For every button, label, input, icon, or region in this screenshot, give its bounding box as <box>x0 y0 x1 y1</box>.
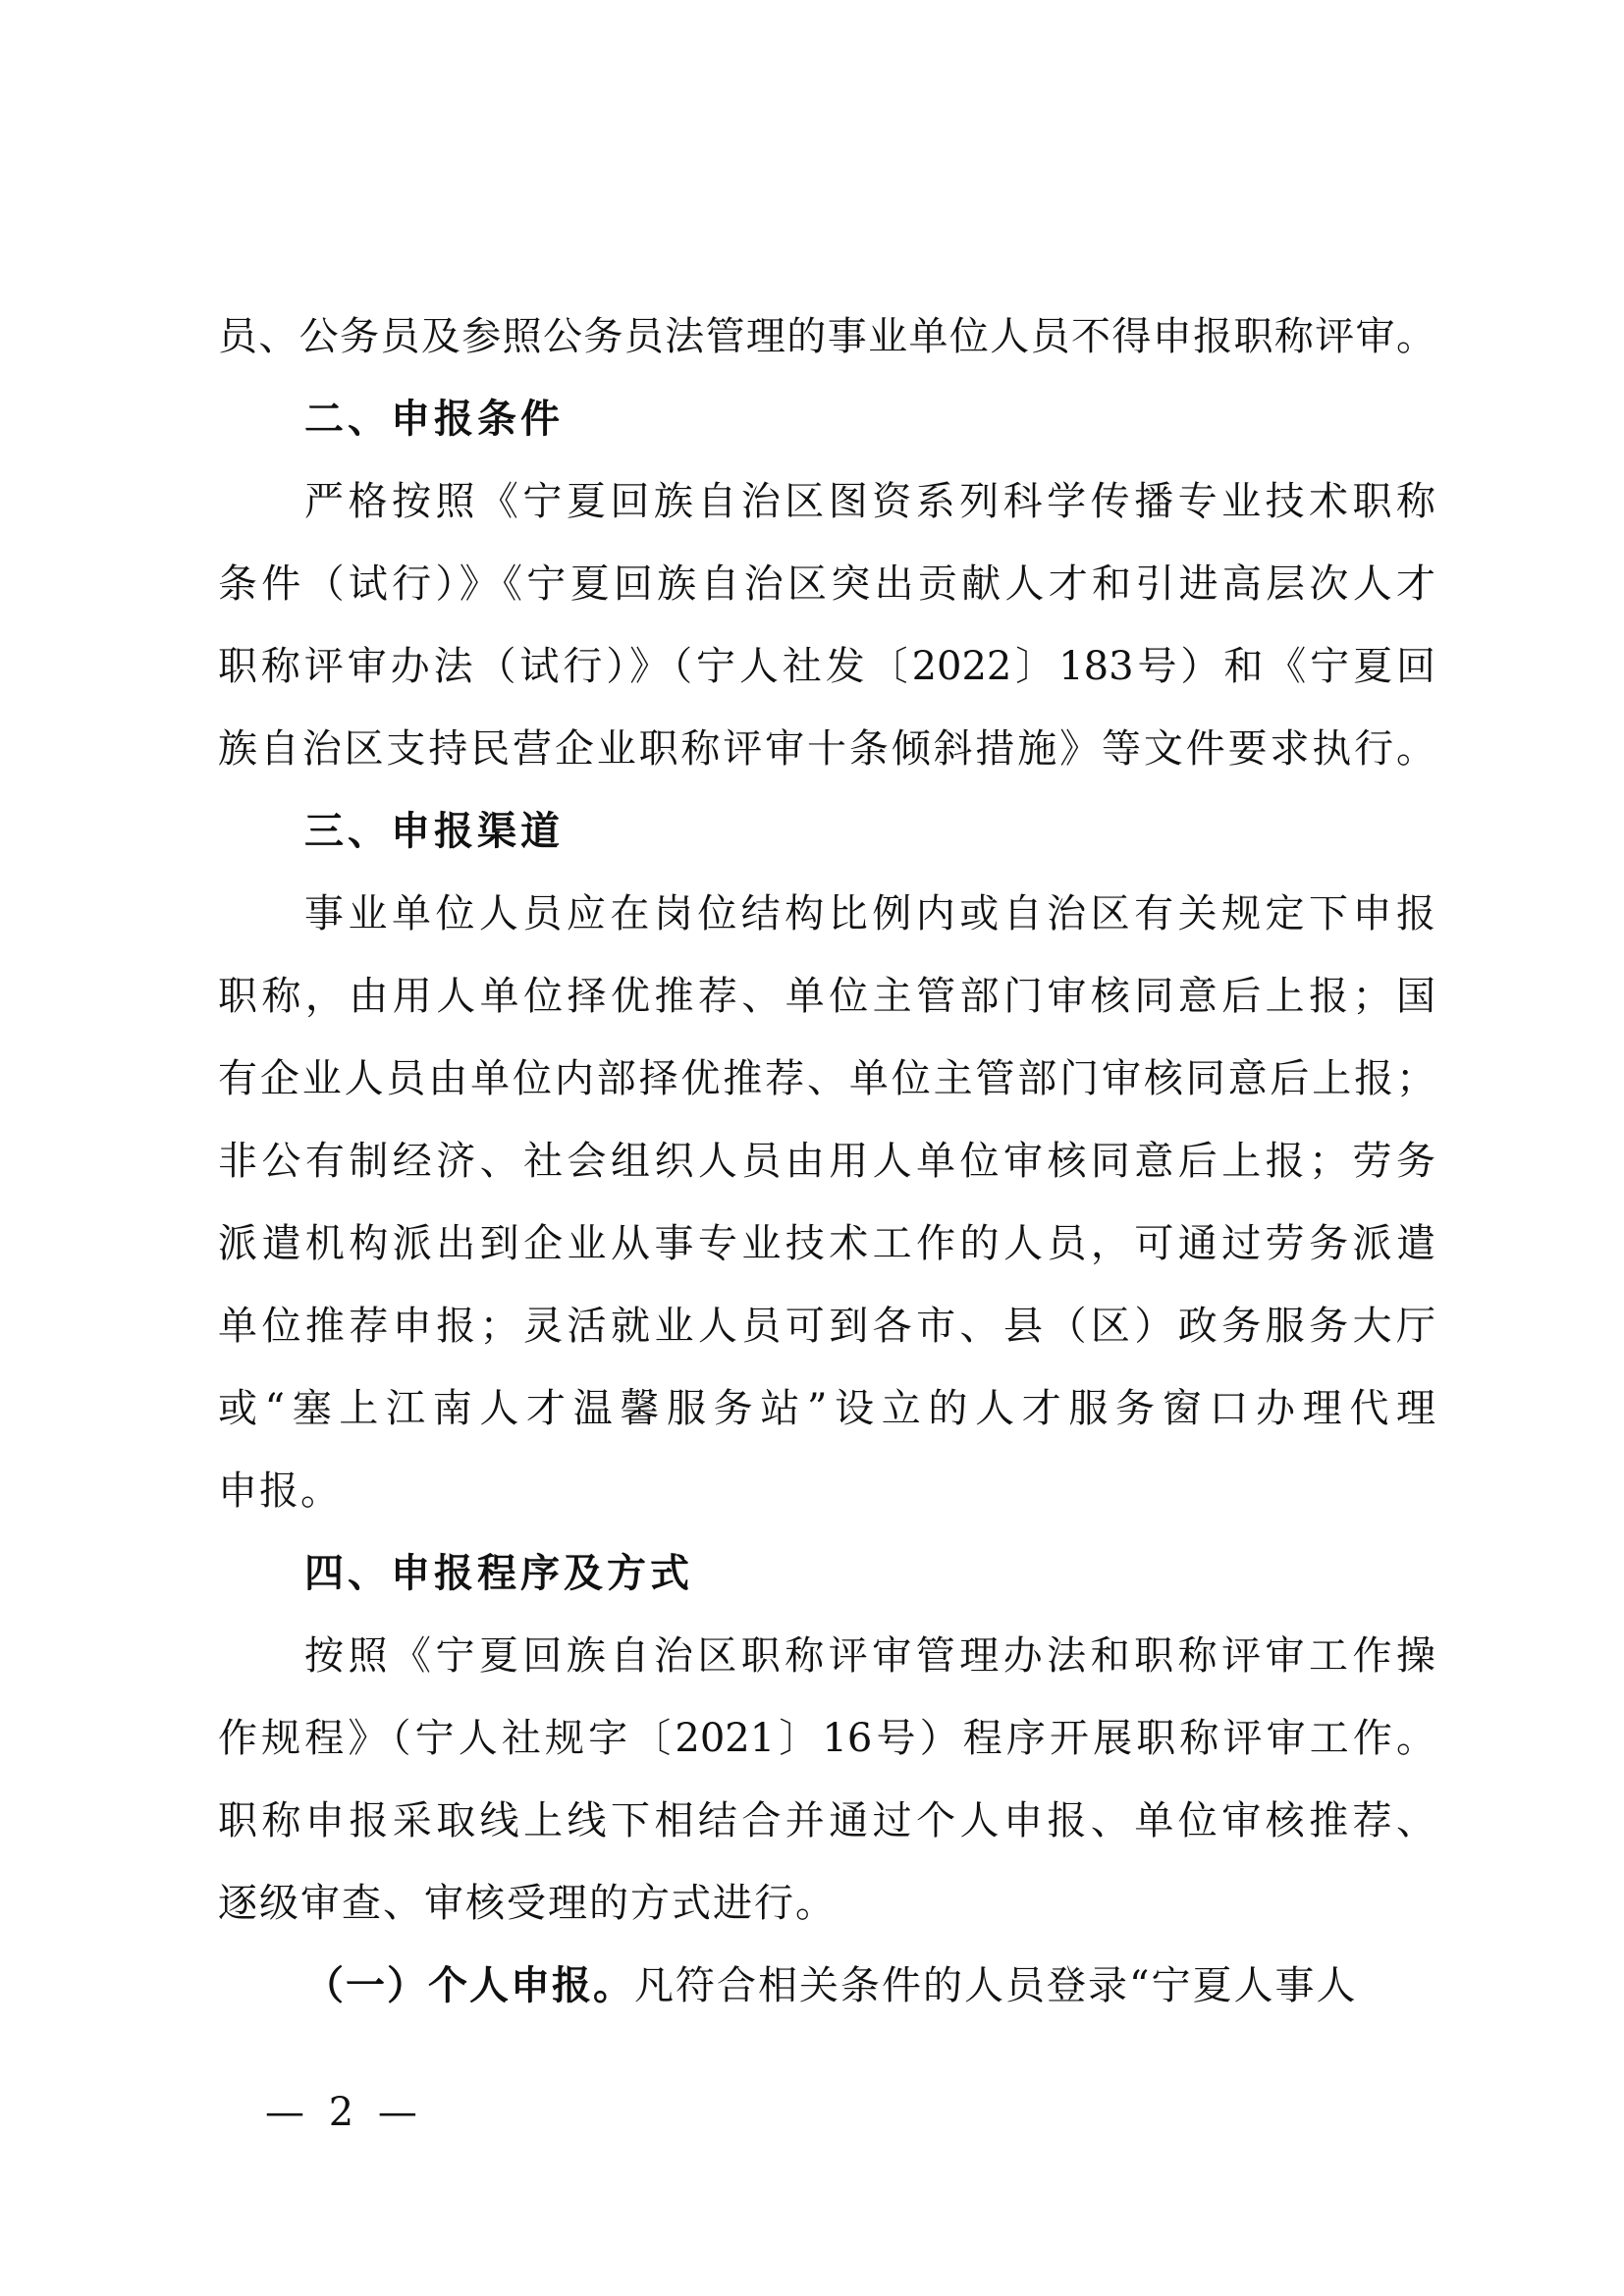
body-text-line: 职称，由用人单位择优推荐、单位主管部门审核同意后上报；国 <box>218 974 1435 1019</box>
subsection-lead: （一）个人申报。 <box>304 1962 634 2008</box>
body-text-line: 条件（试行）》《宁夏回族自治区突出贡献人才和引进高层次人才 <box>218 561 1435 607</box>
body-text-line: 逐级审查、审核受理的方式进行。 <box>218 1881 837 1926</box>
body-text-line: 有企业人员由单位内部择优推荐、单位主管部门审核同意后上报； <box>218 1056 1435 1101</box>
body-text-line: 单位推荐申报；灵活就业人员可到各市、县（区）政务服务大厅 <box>218 1304 1435 1349</box>
body-text-line: 员、公务员及参照公务员法管理的事业单位人员不得申报职称评审。 <box>218 314 1435 359</box>
body-text-line: 按照《宁夏回族自治区职称评审管理办法和职称评审工作操 <box>304 1633 1435 1679</box>
body-text-line: 职称评审办法（试行）》（宁人社发〔2022〕183号）和《宁夏回 <box>218 644 1435 689</box>
body-text-line: 职称申报采取线上线下相结合并通过个人申报、单位审核推荐、 <box>218 1798 1435 1843</box>
body-text-line: 申报。 <box>218 1468 342 1514</box>
body-text-line: 严格按照《宁夏回族自治区图资系列科学传播专业技术职称 <box>304 479 1435 524</box>
section-heading: 三、申报渠道 <box>304 809 564 854</box>
body-text-line: 派遣机构派出到企业从事专业技术工作的人员，可通过劳务派遣 <box>218 1221 1435 1266</box>
page-number: — 2 — <box>265 2090 423 2135</box>
document-body <box>218 295 1435 2027</box>
subsection-text: 凡符合相关条件的人员登录“宁夏人事人 <box>634 1963 1358 2008</box>
body-text-line: 非公有制经济、社会组织人员由用人单位审核同意后上报；劳务 <box>218 1139 1435 1184</box>
section-heading: 四、申报程序及方式 <box>304 1551 693 1596</box>
body-text-line: 作规程》（宁人社规字〔2021〕16号）程序开展职称评审工作。 <box>218 1716 1435 1761</box>
body-text-line: 族自治区支持民营企业职称评审十条倾斜措施》等文件要求执行。 <box>218 726 1435 772</box>
body-text-line: 事业单位人员应在岗位结构比例内或自治区有关规定下申报 <box>304 891 1435 936</box>
body-text-line: 或“塞上江南人才温馨服务站”设立的人才服务窗口办理代理 <box>218 1386 1435 1431</box>
subsection-line <box>218 1945 1435 2027</box>
section-heading: 二、申报条件 <box>304 397 564 442</box>
